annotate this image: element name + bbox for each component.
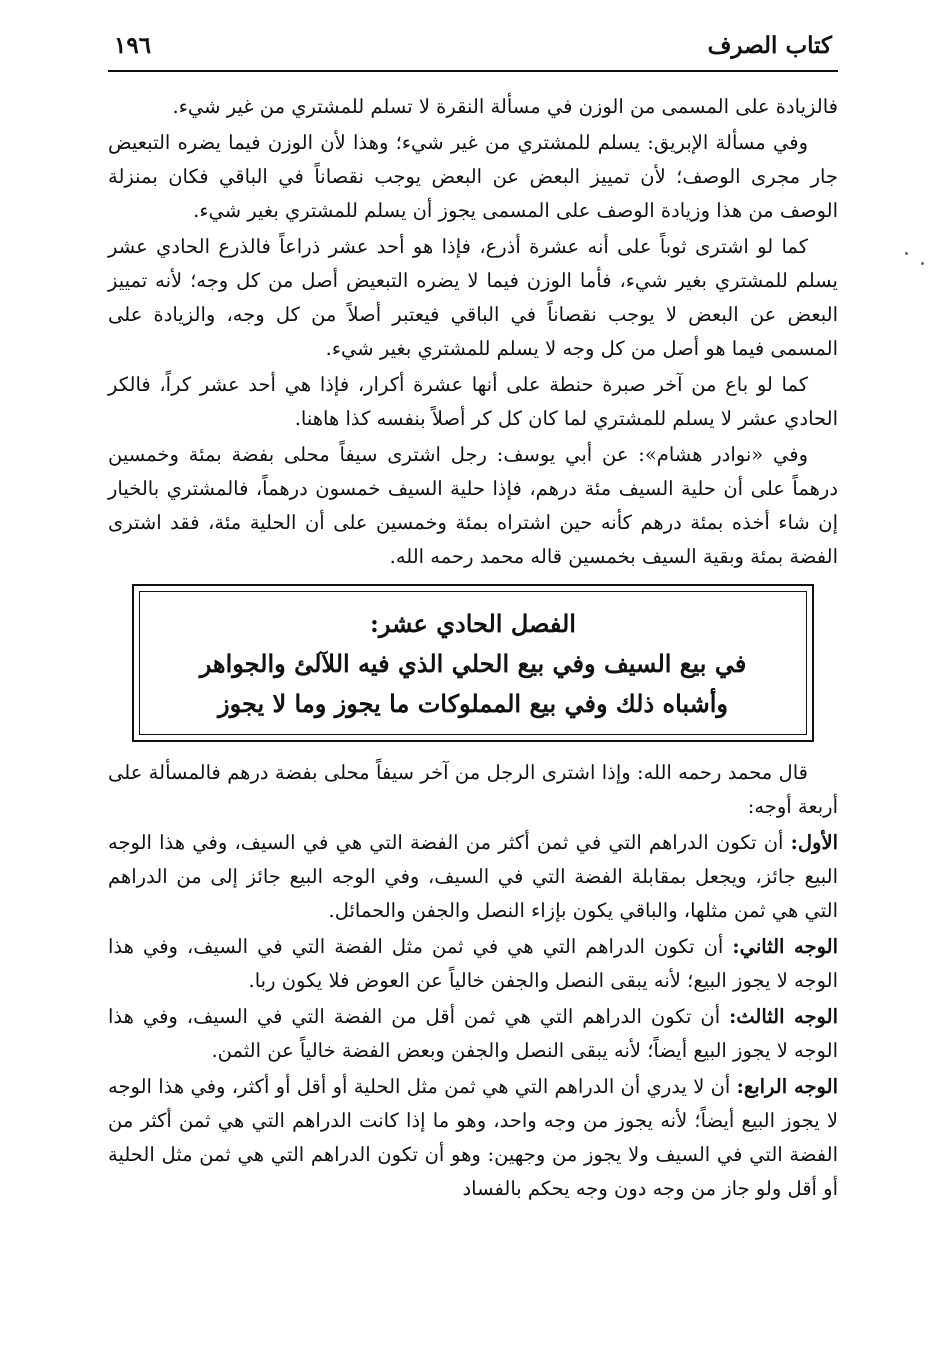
case-text: أن تكون الدراهم التي هي في ثمن مثل الفضة التي في السيف، وفي هذا الوجه لا يجوز البيع؛ لأنه يبقى النصل والجفن خالياً عن العوض فلا يكون ربا.	[108, 935, 838, 992]
case-paragraph	[108, 826, 838, 928]
paragraph: وفي «نوادر هشام»: عن أبي يوسف: رجل اشترى سيفاً محلى بفضة بمئة وخمسين درهماً على أن حلية السيف مئة درهم، فإذا حلية السيف خمسون درهماً، فالمشتري بالخيار إن شاء أخذه بمئة درهم كأنه حين اشتراه بمئة وخمسين على أن الحلية مئة، فقد اشترى الفضة بمئة وبقية السيف بخمسين قاله محمد رحمه الله.	[108, 443, 838, 568]
case-text: أن لا يدري أن الدراهم التي هي ثمن مثل الحلية أو أقل أو أكثر، وفي هذا الوجه لا يجوز البيع أيضاً؛ لأنه يجوز من وجه واحد، وهو ما إذا كانت الدراهم التي هي ثمن أكثر من الفضة التي في السيف ولا يجوز من وجهين: وهو أن تكون الدراهم التي هي ثمن مثل الحلية أو أقل ولو جاز من وجه دون وجه يحكم بالفساد	[108, 1075, 838, 1200]
paragraph: وفي مسألة الإبريق: يسلم للمشتري من غير شيء؛ وهذا لأن الوزن فيما يضره التبعيض جار مجرى الوصف؛ لأن تمييز البعض عن البعض يوجب نقصاناً في الباقي فكان بمنزلة الوصف من هذا وزيادة الوصف على المسمى يجوز أن يسلم للمشتري بغير شيء.	[108, 131, 838, 222]
section-subtitle-line: في بيع السيف وفي بيع الحلي الذي فيه اللآلئ والجواهر	[199, 649, 747, 678]
book-title: كتاب الصرف	[707, 32, 832, 59]
case-text: أن تكون الدراهم التي في ثمن أكثر من الفضة التي هي في السيف، وفي هذا الوجه البيع جائز، ويجعل بمقابلة الفضة التي في السيف، وفي الوجه البيع جائز إلى من الدراهم التي هي ثمن مثلها، والباقي يكون بإزاء النصل والجفن والحمائل.	[108, 831, 838, 922]
section-intro: قال محمد رحمه الله: وإذا اشترى الرجل من آخر سيفاً محلى بفضة درهم فالمسألة على أربعة أوجه:	[108, 761, 838, 818]
section-heading-inner	[139, 591, 807, 735]
case-lead: الوجه الرابع:	[736, 1075, 838, 1098]
section-title: الفصل الحادي عشر:	[370, 609, 576, 638]
case-paragraph	[108, 1070, 838, 1206]
paragraph: فالزيادة على المسمى من الوزن في مسألة النقرة لا تسلم للمشتري من غير شيء.	[172, 95, 838, 118]
scan-speck	[921, 262, 924, 265]
case-paragraph	[108, 1000, 838, 1068]
section-heading-box	[132, 584, 814, 742]
case-paragraph	[108, 930, 838, 998]
scan-speck	[905, 252, 908, 255]
paragraph: كما لو باع من آخر صبرة حنطة على أنها عشرة أكرار، فإذا هي أحد عشر كراً، فالكر الحادي عشر لا يسلم للمشتري لما كان كل كر أصلاً بنفسه كذا هاهنا.	[108, 373, 838, 430]
case-lead: الوجه الثاني:	[732, 935, 838, 958]
section-subtitle-line: وأشباه ذلك وفي بيع المملوكات ما يجوز وما لا يجوز	[217, 689, 729, 718]
case-text: أن تكون الدراهم التي هي ثمن أقل من الفضة التي في السيف، وفي هذا الوجه لا يجوز البيع أيضاً؛ لأنه يبقى النصل والجفن وبعض الفضة خالياً عن الثمن.	[108, 1005, 838, 1062]
case-lead: الأول:	[790, 831, 838, 854]
page-body	[108, 90, 838, 1208]
case-lead: الوجه الثالث:	[729, 1005, 838, 1028]
page-number: ١٩٦	[114, 32, 152, 59]
page-header	[108, 30, 838, 72]
paragraph: كما لو اشترى ثوباً على أنه عشرة أذرع، فإذا هو أحد عشر ذراعاً فالذرع الحادي عشر يسلم للمشتري بغير شيء، فأما الوزن فيما لا يضره التبعيض أصل من كل وجه؛ لأنه تمييز البعض عن البعض لا يوجب نقصاناً في الباقي فيعتبر أصلاً من كل وجه، والزيادة على المسمى فيما هو أصل من كل وجه لا يسلم للمشتري بغير شيء.	[108, 235, 838, 360]
